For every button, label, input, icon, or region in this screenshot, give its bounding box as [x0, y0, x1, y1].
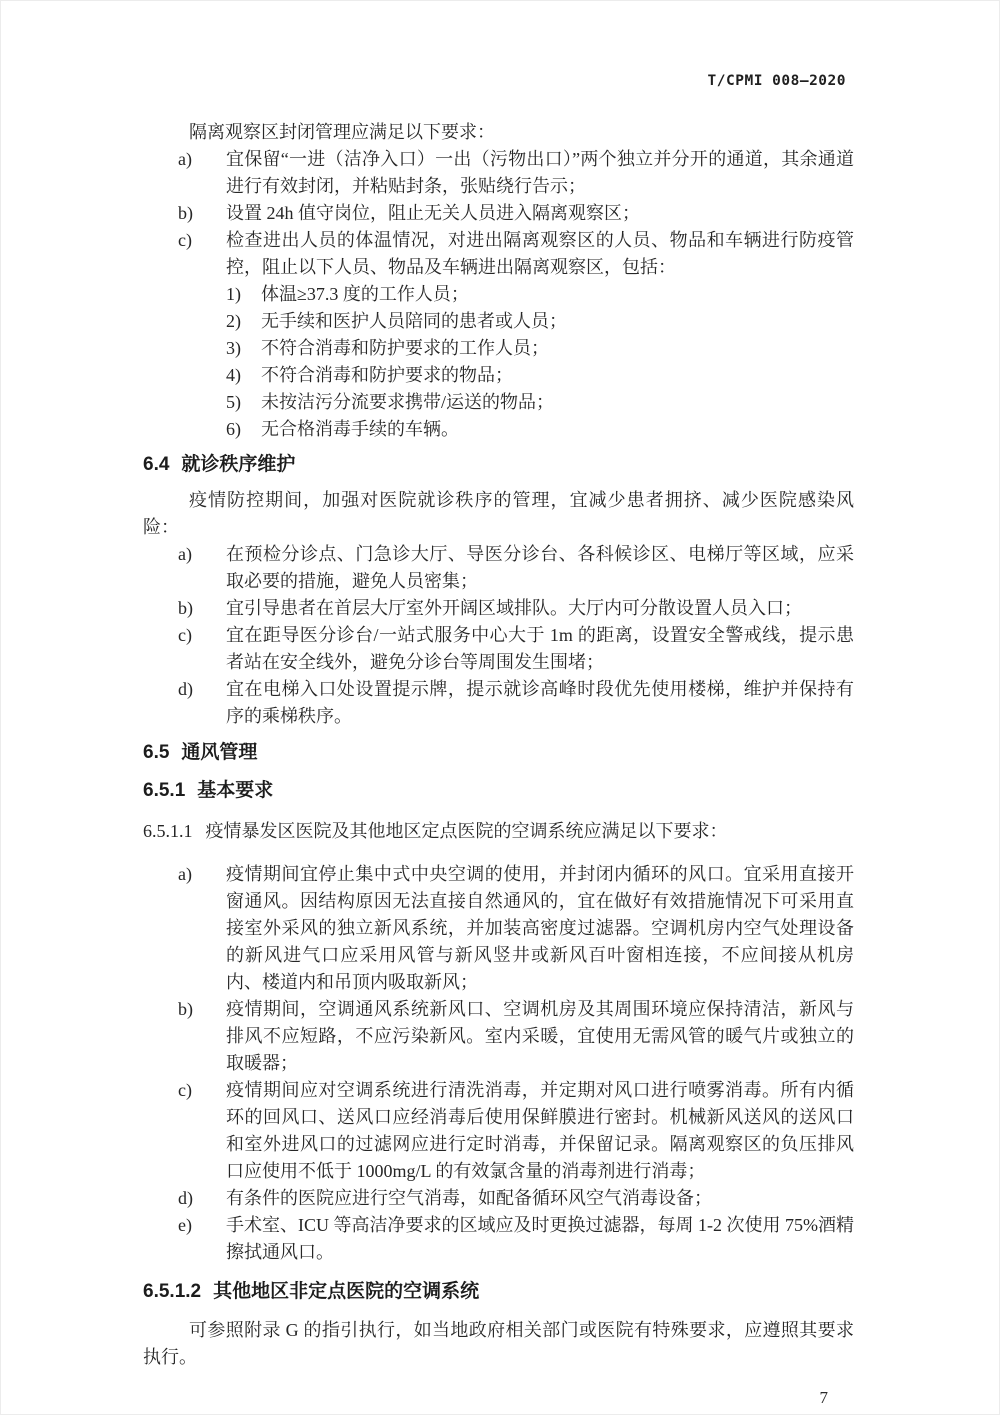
- list-item-text: 设置 24h 值守岗位，阻止无关人员进入隔离观察区；: [226, 203, 640, 223]
- sublist-item-text: 未按洁污分流要求携带/运送的物品；: [261, 392, 554, 412]
- list-item-label: e): [178, 1215, 192, 1235]
- section-6-4-paragraph: 疫情防控期间，加强对医院就诊秩序的管理，宜减少患者拥挤、减少医院感染风险：: [143, 490, 854, 537]
- clause-number: 6.5.1.1: [143, 821, 193, 841]
- list-item-c: [143, 622, 854, 676]
- list-item-text: 宜引导患者在首层大厅室外开阔区域排队。大厅内可分散设置人员入口；: [226, 598, 802, 618]
- sublist-item-label: 4): [226, 365, 241, 385]
- intro-paragraph: 隔离观察区封闭管理应满足以下要求：: [189, 122, 495, 142]
- clause-6-5-1-1: [143, 818, 854, 845]
- list-item-text: 疫情期间宜停止集中式中央空调的使用，并封闭内循环的风口。宜采用直接开窗通风。因结构原因无法直接自然通风的，宜在做好有效措施情况下可采用直接室外采风的独立新风系统，并加装高密度过滤器。空调机房内空气处理设备的新风进气口应采用风管与新风竖井或新风百叶窗相连接，不应间接从机房内、楼道内和吊顶内吸取新风；: [226, 864, 854, 992]
- sublist-item-6: [143, 416, 854, 443]
- section-heading-6-5: [143, 739, 854, 767]
- page-content: [143, 119, 854, 1411]
- section-6-5-1-2-paragraph: 可参照附录 G 的指引执行，如当地政府相关部门或医院有特殊要求，应遵照其要求执行。: [143, 1320, 854, 1367]
- list-item-text: 宜保留“一进（洁净入口）一出（污物出口）”两个独立并分开的通道，其余通道进行有效封闭，并粘贴封条，张贴绕行告示；: [226, 149, 854, 196]
- section-title: 基本要求: [197, 780, 274, 801]
- section-number: 6.5.1.2: [143, 1281, 202, 1302]
- sublist-item-text: 不符合消毒和防护要求的物品；: [261, 365, 513, 385]
- sublist-item-4: [143, 362, 854, 389]
- list-item-label: b): [178, 999, 193, 1019]
- list-item-text: 在预检分诊点、门急诊大厅、导医分诊台、各科候诊区、电梯厅等区域，应采取必要的措施，避免人员密集；: [226, 544, 854, 591]
- list-item-label: a): [178, 149, 192, 169]
- list-item-label: c): [178, 1080, 192, 1100]
- list-item-label: a): [178, 864, 192, 884]
- list-item-text: 宜在距导医分诊台/一站式服务中心大于 1m 的距离，设置安全警戒线，提示患者站在安全线外，避免分诊台等周围发生围堵；: [226, 625, 854, 672]
- list-item-c: [143, 1077, 854, 1185]
- list-item-e: [143, 1212, 854, 1266]
- section-number: 6.5: [143, 742, 170, 763]
- sublist-item-label: 6): [226, 419, 241, 439]
- list-item-label: b): [178, 203, 193, 223]
- list-item-c: [143, 227, 854, 281]
- list-item-text: 检查进出人员的体温情况，对进出隔离观察区的人员、物品和车辆进行防疫管控，阻止以下人员、物品及车辆进出隔离观察区，包括：: [226, 230, 854, 277]
- sublist-item-1: [143, 281, 854, 308]
- sublist-item-text: 无手续和医护人员陪同的患者或人员；: [261, 311, 567, 331]
- sublist-item-label: 2): [226, 311, 241, 331]
- list-item-text: 有条件的医院应进行空气消毒，如配备循环风空气消毒设备；: [226, 1188, 712, 1208]
- sublist-item-text: 体温≥37.3 度的工作人员；: [261, 284, 469, 304]
- list-item-b: [143, 200, 854, 227]
- list-item-d: [143, 676, 854, 730]
- sublist-item-text: 不符合消毒和防护要求的工作人员；: [261, 338, 549, 358]
- list-item-a: [143, 541, 854, 595]
- section-title: 通风管理: [181, 742, 258, 763]
- section-number: 6.5.1: [143, 780, 186, 801]
- list-item-a: [143, 146, 854, 200]
- list-item-text: 疫情期间，空调通风系统新风口、空调机房及其周围环境应保持清洁，新风与排风不应短路，不应污染新风。室内采暖，宜使用无需风管的暖气片或独立的取暖器；: [226, 999, 854, 1073]
- sublist-item-5: [143, 389, 854, 416]
- sublist-item-2: [143, 308, 854, 335]
- list-item-a: [143, 861, 854, 996]
- list-item-text: 宜在电梯入口处设置提示牌，提示就诊高峰时段优先使用楼梯，维护并保持有序的乘梯秩序。: [226, 679, 854, 726]
- list-item-label: a): [178, 544, 192, 564]
- list-item-label: d): [178, 1188, 193, 1208]
- section-heading-6-5-1: [143, 777, 854, 805]
- list-item-text: 手术室、ICU 等高洁净要求的区域应及时更换过滤器，每周 1-2 次使用 75%酒精擦拭通风口。: [226, 1215, 854, 1262]
- section-heading-6-5-1-2: [143, 1278, 854, 1306]
- sublist-item-label: 5): [226, 392, 241, 412]
- standard-number: T/CPMI 008—2020: [707, 73, 846, 89]
- list-item-b: [143, 996, 854, 1077]
- sublist-item-text: 无合格消毒手续的车辆。: [261, 419, 459, 439]
- clause-text: 疫情暴发区医院及其他地区定点医院的空调系统应满足以下要求：: [205, 821, 728, 841]
- section-title: 就诊秩序维护: [181, 454, 296, 475]
- sublist-item-3: [143, 335, 854, 362]
- list-item-b: [143, 595, 854, 622]
- list-item-text: 疫情期间应对空调系统进行清洗消毒，并定期对风口进行喷雾消毒。所有内循环的回风口、送风口应经消毒后使用保鲜膜进行密封。机械新风送风的送风口和室外进风口的过滤网应进行定时消毒，并保留记录。隔离观察区的负压排风口应使用不低于 1000mg/L 的有效氯含量的消毒剂进行消毒；: [226, 1080, 854, 1181]
- list-item-label: b): [178, 598, 193, 618]
- list-item-label: c): [178, 230, 192, 250]
- section-number: 6.4: [143, 454, 170, 475]
- list-item-label: c): [178, 625, 192, 645]
- sublist-item-label: 1): [226, 284, 241, 304]
- list-item-d: [143, 1185, 854, 1212]
- section-heading-6-4: [143, 451, 854, 479]
- section-title: 其他地区非定点医院的空调系统: [213, 1281, 480, 1302]
- sublist-item-label: 3): [226, 338, 241, 358]
- page-number: 7: [819, 1388, 828, 1407]
- list-item-label: d): [178, 679, 193, 699]
